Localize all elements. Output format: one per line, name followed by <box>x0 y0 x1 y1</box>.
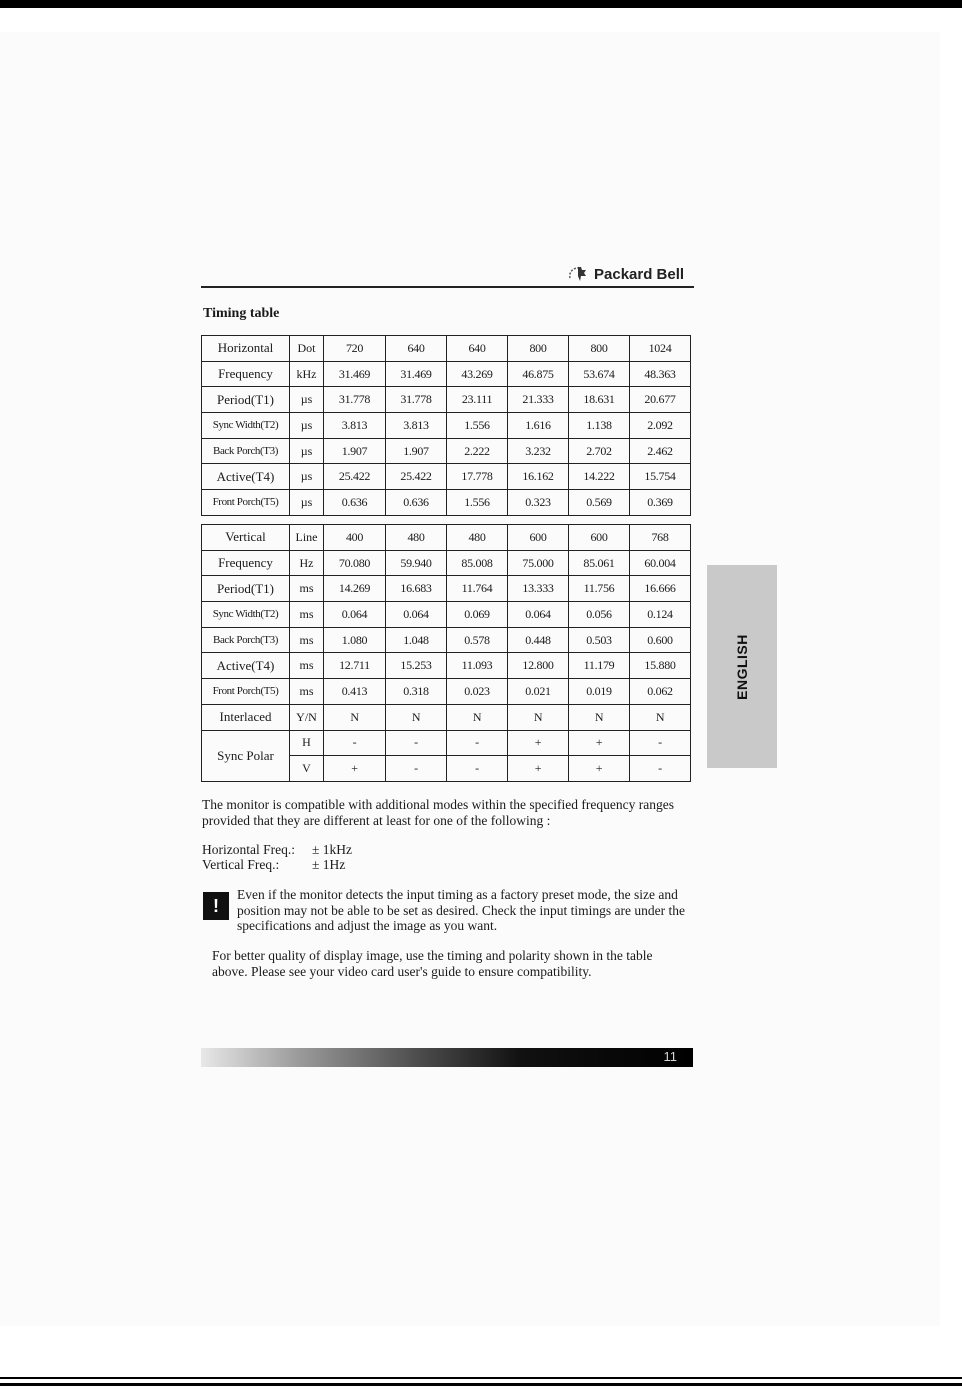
row-label: Frequency <box>202 361 290 387</box>
unit-cell: ms <box>290 679 324 705</box>
table-header-row <box>202 525 691 551</box>
value-cell: 15.754 <box>630 464 691 490</box>
row-label: Back Porch(T3) <box>202 627 290 653</box>
quality-note: For better quality of display image, use the timing and polarity shown in the table above. Please see your video card user's guide to ensure compatibility. <box>212 948 653 979</box>
table-header-title: Horizontal <box>202 336 290 362</box>
value-cell: 1.907 <box>386 438 447 464</box>
sync-polar-label: Sync Polar <box>202 730 290 781</box>
value-cell: 0.413 <box>324 679 386 705</box>
value-cell: 23.111 <box>447 387 508 413</box>
unit-cell: Y/N <box>290 704 324 730</box>
value-cell: 75.000 <box>508 550 569 576</box>
table-row <box>202 361 691 387</box>
value-cell: 48.363 <box>630 361 691 387</box>
unit-cell: ms <box>290 627 324 653</box>
table-row <box>202 627 691 653</box>
value-cell: + <box>569 756 630 782</box>
value-cell: 2.222 <box>447 438 508 464</box>
value-cell: 0.369 <box>630 490 691 516</box>
horizontal-freq-label: Horizontal Freq.: <box>202 842 295 857</box>
value-cell: 70.080 <box>324 550 386 576</box>
value-cell: 85.008 <box>447 550 508 576</box>
value-cell: 11.756 <box>569 576 630 602</box>
value-cell: + <box>508 730 569 756</box>
value-cell: 2.702 <box>569 438 630 464</box>
value-cell: 0.062 <box>630 679 691 705</box>
value-cell: N <box>508 704 569 730</box>
value-cell: - <box>630 730 691 756</box>
table-header-cell: 600 <box>508 525 569 551</box>
table-row <box>202 464 691 490</box>
value-cell: 1.138 <box>569 413 630 439</box>
value-cell: + <box>508 756 569 782</box>
table-header-cell: 400 <box>324 525 386 551</box>
value-cell: 1.907 <box>324 438 386 464</box>
bottom-border-rule <box>0 1377 962 1379</box>
table-row <box>202 576 691 602</box>
horizontal-tolerance-row <box>202 842 352 857</box>
value-cell: + <box>569 730 630 756</box>
row-label: Active(T4) <box>202 653 290 679</box>
value-cell: 0.636 <box>324 490 386 516</box>
compatibility-note: The monitor is compatible with additional modes within the specified frequency ranges provided that they are different at least for one of the following : <box>202 797 674 828</box>
value-cell: - <box>386 730 447 756</box>
vertical-timing-table <box>201 524 691 782</box>
unit-cell: µs <box>290 387 324 413</box>
header-rule <box>201 286 694 288</box>
value-cell: 0.578 <box>447 627 508 653</box>
value-cell: 0.318 <box>386 679 447 705</box>
value-cell: 1.048 <box>386 627 447 653</box>
value-cell: 0.448 <box>508 627 569 653</box>
unit-cell: kHz <box>290 361 324 387</box>
table-row <box>202 490 691 516</box>
unit-cell: Hz <box>290 550 324 576</box>
value-cell: 12.800 <box>508 653 569 679</box>
value-cell: N <box>324 704 386 730</box>
value-cell: 11.093 <box>447 653 508 679</box>
table-header-cell: 600 <box>569 525 630 551</box>
section-title: Timing table <box>203 306 280 321</box>
table-row <box>202 679 691 705</box>
row-label: Period(T1) <box>202 387 290 413</box>
value-cell: 0.056 <box>569 602 630 628</box>
table-row <box>202 438 691 464</box>
table-row <box>202 387 691 413</box>
value-cell: 0.636 <box>386 490 447 516</box>
table-header-title: Vertical <box>202 525 290 551</box>
table-header-cell: 480 <box>386 525 447 551</box>
value-cell: 16.666 <box>630 576 691 602</box>
table-header-cell: 640 <box>386 336 447 362</box>
value-cell: N <box>447 704 508 730</box>
horizontal-timing-table <box>201 335 691 516</box>
value-cell: - <box>324 730 386 756</box>
value-cell: 0.023 <box>447 679 508 705</box>
brand-name: Packard Bell <box>594 265 685 283</box>
value-cell: 0.503 <box>569 627 630 653</box>
unit-cell: H <box>290 730 324 756</box>
bottom-border-rule-thick <box>0 1383 962 1386</box>
value-cell: 31.469 <box>386 361 447 387</box>
value-cell: 0.569 <box>569 490 630 516</box>
value-cell: N <box>386 704 447 730</box>
row-label: Period(T1) <box>202 576 290 602</box>
unit-cell: V <box>290 756 324 782</box>
value-cell: 25.422 <box>324 464 386 490</box>
table-header-row <box>202 336 691 362</box>
table-row <box>202 704 691 730</box>
value-cell: 1.616 <box>508 413 569 439</box>
table-header-cell: 800 <box>508 336 569 362</box>
value-cell: 20.677 <box>630 387 691 413</box>
value-cell: 0.021 <box>508 679 569 705</box>
vertical-tolerance-row <box>202 857 352 872</box>
value-cell: 31.778 <box>386 387 447 413</box>
value-cell: - <box>447 730 508 756</box>
value-cell: 15.880 <box>630 653 691 679</box>
value-cell: 3.813 <box>324 413 386 439</box>
brand <box>566 262 684 286</box>
table-row <box>202 602 691 628</box>
value-cell: 53.674 <box>569 361 630 387</box>
row-label: Front Porch(T5) <box>202 490 290 516</box>
frequency-tolerances <box>202 842 352 872</box>
value-cell: 46.875 <box>508 361 569 387</box>
row-label: Interlaced <box>202 704 290 730</box>
unit-cell: µs <box>290 413 324 439</box>
value-cell: 0.323 <box>508 490 569 516</box>
value-cell: 2.462 <box>630 438 691 464</box>
table-header-cell: 768 <box>630 525 691 551</box>
table-header-cell: 640 <box>447 336 508 362</box>
value-cell: 18.631 <box>569 387 630 413</box>
value-cell: - <box>630 756 691 782</box>
value-cell: 16.683 <box>386 576 447 602</box>
row-label: Sync Width(T2) <box>202 413 290 439</box>
value-cell: + <box>324 756 386 782</box>
table-header-cell: 800 <box>569 336 630 362</box>
value-cell: 31.469 <box>324 361 386 387</box>
row-label: Active(T4) <box>202 464 290 490</box>
unit-cell: µs <box>290 490 324 516</box>
value-cell: 11.764 <box>447 576 508 602</box>
page-number: 11 <box>663 1049 677 1064</box>
unit-cell: ms <box>290 602 324 628</box>
sync-polar-h-row <box>202 730 691 756</box>
value-cell: 0.064 <box>386 602 447 628</box>
horizontal-freq-value: ± 1kHz <box>312 842 353 857</box>
value-cell: 1.556 <box>447 413 508 439</box>
value-cell: 14.222 <box>569 464 630 490</box>
unit-cell: ms <box>290 576 324 602</box>
row-label: Frequency <box>202 550 290 576</box>
value-cell: 1.080 <box>324 627 386 653</box>
language-tab <box>707 565 777 768</box>
value-cell: 14.269 <box>324 576 386 602</box>
table-row <box>202 413 691 439</box>
table-row <box>202 653 691 679</box>
value-cell: 0.019 <box>569 679 630 705</box>
value-cell: 0.600 <box>630 627 691 653</box>
value-cell: 12.711 <box>324 653 386 679</box>
value-cell: 0.064 <box>324 602 386 628</box>
row-label: Sync Width(T2) <box>202 602 290 628</box>
table-header-cell: 480 <box>447 525 508 551</box>
value-cell: 2.092 <box>630 413 691 439</box>
value-cell: 17.778 <box>447 464 508 490</box>
value-cell: 15.253 <box>386 653 447 679</box>
value-cell: N <box>569 704 630 730</box>
packard-bell-logo-icon <box>566 264 590 284</box>
value-cell: 59.940 <box>386 550 447 576</box>
value-cell: 21.333 <box>508 387 569 413</box>
value-cell: 60.004 <box>630 550 691 576</box>
warning-text: Even if the monitor detects the input timing as a factory preset mode, the size and position may not be able to be set as desired. Check the input timings are under the specifications and adjust the image as you want. <box>237 887 686 933</box>
row-label: Back Porch(T3) <box>202 438 290 464</box>
value-cell: 16.162 <box>508 464 569 490</box>
value-cell: 0.069 <box>447 602 508 628</box>
page-right-margin <box>940 32 962 1326</box>
value-cell: 3.232 <box>508 438 569 464</box>
table-row <box>202 550 691 576</box>
value-cell: 43.269 <box>447 361 508 387</box>
vertical-freq-label: Vertical Freq.: <box>202 857 280 872</box>
footer-bar <box>201 1048 693 1067</box>
vertical-freq-value: ± 1Hz <box>312 857 346 872</box>
value-cell: - <box>447 756 508 782</box>
value-cell: 0.124 <box>630 602 691 628</box>
value-cell: 1.556 <box>447 490 508 516</box>
value-cell: 31.778 <box>324 387 386 413</box>
table-header-cell: 1024 <box>630 336 691 362</box>
unit-cell: µs <box>290 438 324 464</box>
value-cell: 85.061 <box>569 550 630 576</box>
exclamation-icon: ! <box>203 892 229 920</box>
unit-cell: ms <box>290 653 324 679</box>
table-header-cell: 720 <box>324 336 386 362</box>
row-label: Front Porch(T5) <box>202 679 290 705</box>
value-cell: 0.064 <box>508 602 569 628</box>
value-cell: 3.813 <box>386 413 447 439</box>
value-cell: - <box>386 756 447 782</box>
value-cell: 25.422 <box>386 464 447 490</box>
value-cell: 11.179 <box>569 653 630 679</box>
value-cell: 13.333 <box>508 576 569 602</box>
table-header-cell: Line <box>290 525 324 551</box>
language-tab-label: ENGLISH <box>734 633 750 700</box>
value-cell: N <box>630 704 691 730</box>
table-header-cell: Dot <box>290 336 324 362</box>
unit-cell: µs <box>290 464 324 490</box>
top-border-rule <box>0 0 962 8</box>
